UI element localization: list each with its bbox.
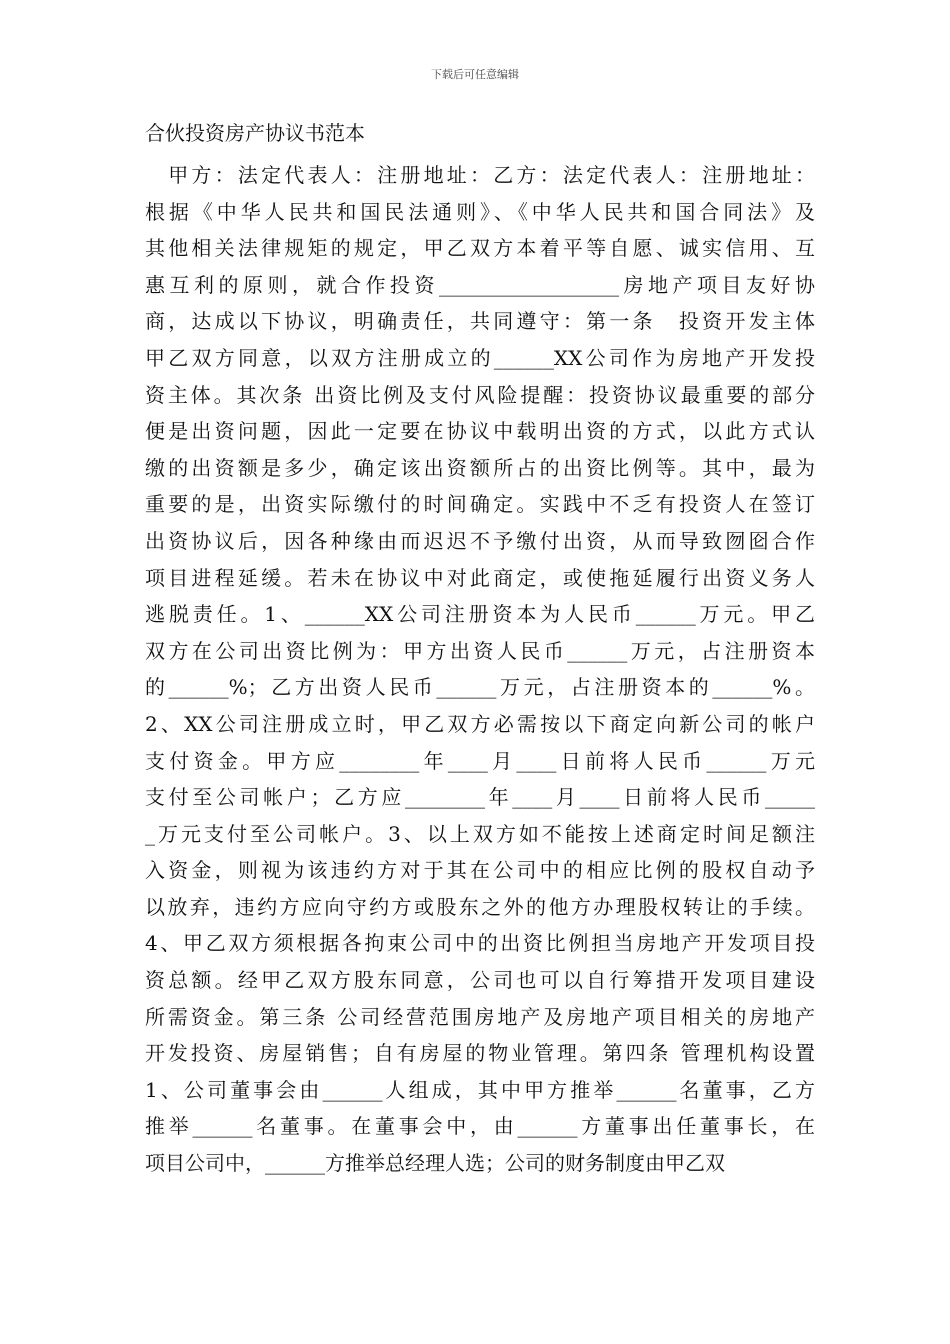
body-line: 推举______名董事。在董事会中，由______方董事出任董事长，在	[145, 1114, 815, 1139]
body-line: 入资金，则视为该违约方对于其在公司中的相应比例的股权自动予	[145, 858, 815, 883]
body-line: 以放弃，违约方应向守约方或股东之外的他方办理股权转让的手续。	[145, 894, 815, 919]
body-line: 所需资金。第三条 公司经营范围房地产及房地产项目相关的房地产	[145, 1004, 815, 1029]
body-line: 1、公司董事会由______人组成，其中甲方推举______名董事，乙方	[145, 1077, 815, 1102]
body-line: 缴的出资额是多少，确定该出资额所占的出资比例等。其中，最为	[145, 455, 815, 480]
body-line: 出资协议后，因各种缘由而迟迟不予缴付出资，从而导致囫囵合作	[145, 528, 815, 553]
body-line: 开发投资、房屋销售；自有房屋的物业管理。第四条 管理机构设置	[145, 1041, 815, 1066]
body-line: 的______%；乙方出资人民币______万元，占注册资本的______%。	[145, 675, 815, 700]
document-body	[145, 157, 815, 1182]
body-line: 项目公司中，______方推举总经理人选；公司的财务制度由甲乙双	[145, 1151, 725, 1176]
body-line: 便是出资问题，因此一定要在协议中载明出资的方式，以此方式认	[145, 419, 815, 444]
body-line: 甲方：法定代表人：注册地址：乙方：法定代表人：注册地址：	[145, 163, 815, 187]
body-line: 惠互利的原则，就合作投资__________________房地产项目友好协	[145, 272, 815, 297]
body-line: 4、甲乙双方须根据各拘束公司中的出资比例担当房地产开发项目投	[145, 931, 815, 956]
body-line: 根据《中华人民共和国民法通则》、《中华人民共和国合同法》及	[145, 199, 815, 224]
page-header: 下载后可任意编辑	[431, 68, 519, 81]
body-line: 支付至公司帐户；乙方应________年____月____日前将人民币_____	[145, 785, 815, 810]
body-line: 双方在公司出资比例为：甲方出资人民币______万元，占注册资本	[145, 638, 815, 663]
body-line: 逃脱责任。1、______XX公司注册资本为人民币______万元。甲乙	[145, 602, 815, 627]
body-line: 重要的是，出资实际缴付的时间确定。实践中不乏有投资人在签订	[145, 492, 815, 517]
body-line: 2、XX公司注册成立时，甲乙双方必需按以下商定向新公司的帐户	[145, 711, 815, 736]
body-line: 其他相关法律规矩的规定，甲乙双方本着平等自愿、诚实信用、互	[145, 236, 815, 261]
document-title: 合伙投资房产协议书范本	[145, 121, 365, 145]
body-line: 商，达成以下协议，明确责任，共同遵守：第一条 投资开发主体	[145, 309, 815, 334]
body-line: 甲乙双方同意，以双方注册成立的______XX公司作为房地产开发投	[145, 345, 815, 370]
body-line: 支付资金。甲方应________年____月____日前将人民币______万元	[145, 748, 815, 773]
body-line: 资总额。经甲乙双方股东同意，公司也可以自行筹措开发项目建设	[145, 968, 815, 993]
body-line: 资主体。其次条 出资比例及支付风险提醒：投资协议最重要的部分	[145, 382, 815, 407]
body-line: _万元支付至公司帐户。3、以上双方如不能按上述商定时间足额注	[145, 821, 815, 846]
body-line: 项目进程延缓。若未在协议中对此商定，或使拖延履行出资义务人	[145, 565, 815, 590]
